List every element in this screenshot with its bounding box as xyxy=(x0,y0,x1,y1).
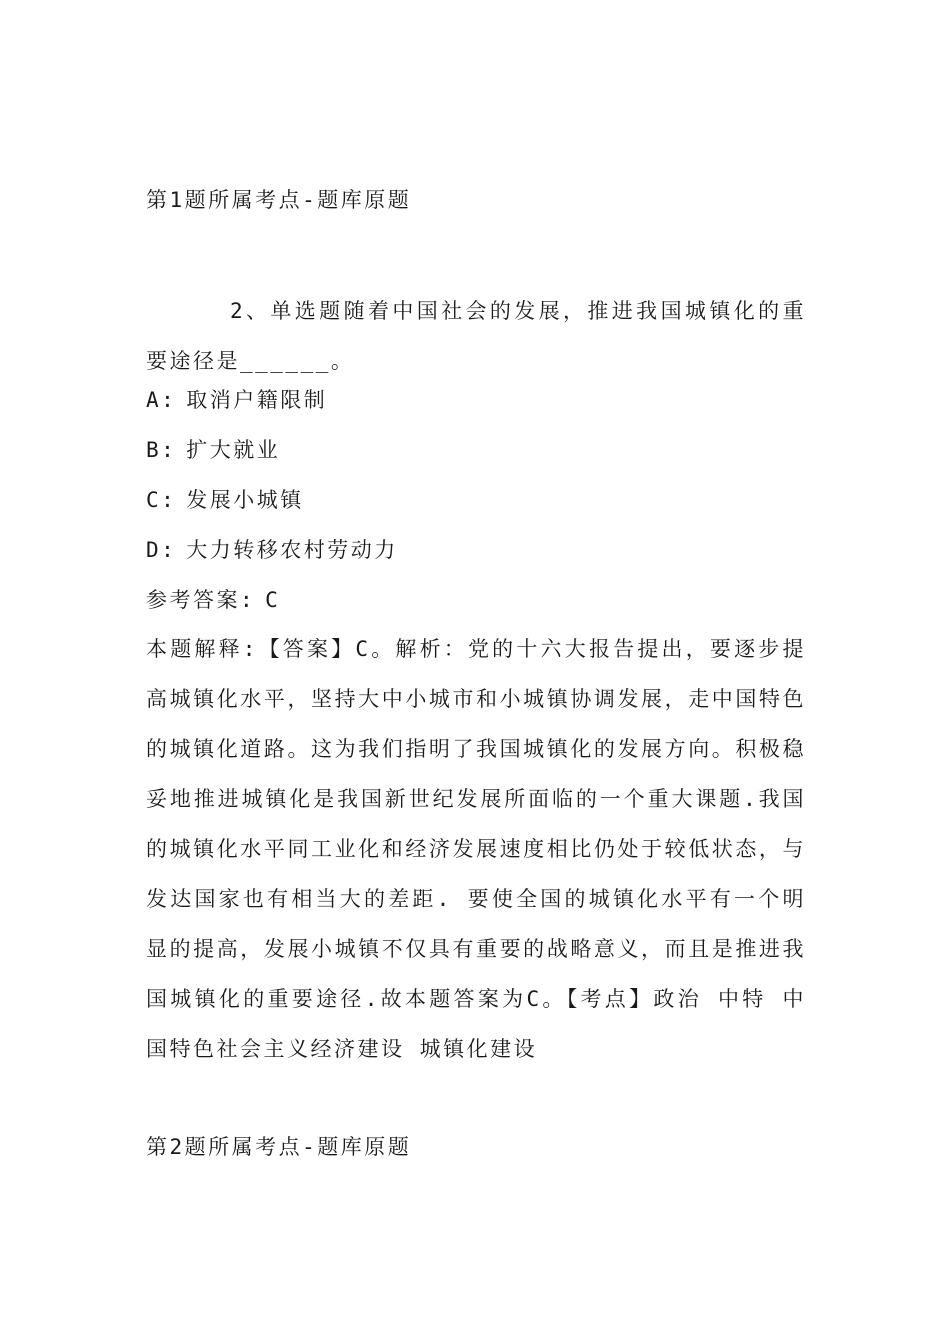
section-2-header: 第2题所属考点-题库原题 xyxy=(146,1135,412,1159)
option-d-label: D: xyxy=(146,538,177,562)
option-a-label: A: xyxy=(146,388,177,412)
option-c-text: 发展小城镇 xyxy=(186,488,304,512)
section-1-header: 第1题所属考点-题库原题 xyxy=(146,188,412,212)
option-c xyxy=(146,486,304,514)
option-a-text: 取消户籍限制 xyxy=(186,388,328,412)
option-b-text: 扩大就业 xyxy=(186,438,281,462)
option-d xyxy=(146,536,398,564)
answer-label: 参考答案: xyxy=(146,588,256,612)
answer-value: C xyxy=(265,588,281,612)
option-c-label: C: xyxy=(146,488,177,512)
reference-answer xyxy=(146,586,280,614)
option-b xyxy=(146,436,280,464)
option-d-text: 大力转移农村劳动力 xyxy=(186,538,398,562)
option-b-label: B: xyxy=(146,438,177,462)
question-stem: 2、单选题随着中国社会的发展，推进我国城镇化的重要途径是______。 xyxy=(146,299,806,373)
explanation-text: 本题解释:【答案】C。解析：党的十六大报告提出，要逐步提高城镇化水平，坚持大中小城市和小城镇协调发展，走中国特色的城镇化道路。这为我们指明了我国城镇化的发展方向。积极稳妥地推进城镇化是我国新世纪发展所面临的一个重大课题.我国的城镇化水平同工业化和经济发展速度相比仍处于较低状态，与发达国家也有相当大的差距. 要使全国的城镇化水平有一个明显的提高，发展小城镇不仅具有重要的战略意义，而且是推进我国城镇化的重要途径.故本题答案为C。【考点】政治 中特 中国特色社会主义经济建设 城镇化建设 xyxy=(146,637,806,1061)
option-a xyxy=(146,386,327,414)
